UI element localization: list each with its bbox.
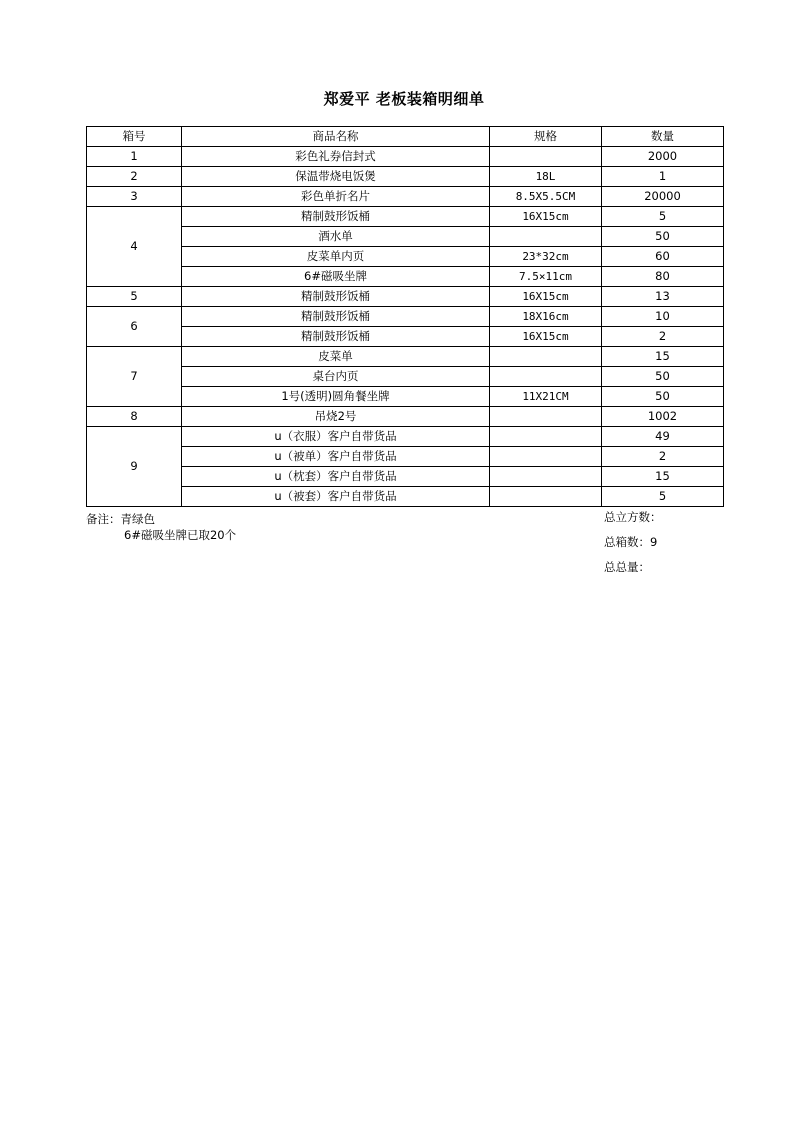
table-row	[87, 267, 724, 287]
header-spec: 规格	[490, 127, 602, 147]
quantity-cell: 10	[602, 307, 724, 327]
summary	[604, 509, 662, 584]
page-title: 郑爱平 老板装箱明细单	[323, 90, 485, 108]
product-name-cell: 酒水单	[182, 227, 490, 247]
product-name-cell: 精制鼓形饭桶	[182, 327, 490, 347]
box-number-cell: 6	[87, 307, 182, 347]
spec-cell: 8.5X5.5CM	[490, 187, 602, 207]
spec-cell: 16X15cm	[490, 287, 602, 307]
remarks-note: 6#磁吸坐牌已取20个	[124, 528, 237, 542]
quantity-cell: 50	[602, 387, 724, 407]
quantity-cell: 5	[602, 207, 724, 227]
table-row	[87, 307, 724, 327]
quantity-cell: 2	[602, 327, 724, 347]
quantity-cell: 50	[602, 227, 724, 247]
box-number-cell: 3	[87, 187, 182, 207]
product-name-cell: u（衣服）客户自带货品	[182, 427, 490, 447]
box-number-cell: 7	[87, 347, 182, 407]
box-number-cell: 4	[87, 207, 182, 287]
spec-cell: 7.5×11cm	[490, 267, 602, 287]
quantity-cell: 13	[602, 287, 724, 307]
product-name-cell: 6#磁吸坐牌	[182, 267, 490, 287]
spec-cell	[490, 447, 602, 467]
spec-cell: 16X15cm	[490, 207, 602, 227]
spec-cell	[490, 347, 602, 367]
table-row	[87, 327, 724, 347]
table-row	[87, 467, 724, 487]
total-weight-label: 总总量：	[604, 560, 650, 574]
table-row	[87, 207, 724, 227]
quantity-cell: 20000	[602, 187, 724, 207]
quantity-cell: 2000	[602, 147, 724, 167]
product-name-cell: 桌台内页	[182, 367, 490, 387]
table-header-row	[87, 127, 724, 147]
header-product-name: 商品名称	[182, 127, 490, 147]
spec-cell	[490, 367, 602, 387]
packing-list-table	[86, 126, 724, 507]
table-row	[87, 487, 724, 507]
quantity-cell: 2	[602, 447, 724, 467]
table-body	[87, 147, 724, 507]
product-name-cell: 保温带烧电饭煲	[182, 167, 490, 187]
product-name-cell: 皮菜单	[182, 347, 490, 367]
spec-cell: 16X15cm	[490, 327, 602, 347]
box-number-cell: 1	[87, 147, 182, 167]
table-row	[87, 387, 724, 407]
spec-cell	[490, 407, 602, 427]
table-row	[87, 427, 724, 447]
product-name-cell: u（被套）客户自带货品	[182, 487, 490, 507]
box-number-cell: 5	[87, 287, 182, 307]
header-quantity: 数量	[602, 127, 724, 147]
table-row	[87, 187, 724, 207]
spec-cell: 18X16cm	[490, 307, 602, 327]
product-name-cell: 皮菜单内页	[182, 247, 490, 267]
spec-cell: 23*32cm	[490, 247, 602, 267]
total-boxes-label: 总箱数：9	[604, 535, 658, 549]
table-row	[87, 147, 724, 167]
quantity-cell: 1002	[602, 407, 724, 427]
table-row	[87, 167, 724, 187]
spec-cell	[490, 147, 602, 167]
product-name-cell: u（被单）客户自带货品	[182, 447, 490, 467]
table-row	[87, 407, 724, 427]
product-name-cell: 精制鼓形饭桶	[182, 287, 490, 307]
spec-cell	[490, 467, 602, 487]
header-box-no: 箱号	[87, 127, 182, 147]
box-number-cell: 8	[87, 407, 182, 427]
quantity-cell: 49	[602, 427, 724, 447]
table-row	[87, 367, 724, 387]
product-name-cell: 吊烧2号	[182, 407, 490, 427]
quantity-cell: 1	[602, 167, 724, 187]
spec-cell	[490, 487, 602, 507]
product-name-cell: 精制鼓形饭桶	[182, 207, 490, 227]
quantity-cell: 5	[602, 487, 724, 507]
product-name-cell: 彩色单折名片	[182, 187, 490, 207]
product-name-cell: 彩色礼券信封式	[182, 147, 490, 167]
quantity-cell: 60	[602, 247, 724, 267]
box-number-cell: 2	[87, 167, 182, 187]
box-number-cell: 9	[87, 427, 182, 507]
table-row	[87, 247, 724, 267]
quantity-cell: 80	[602, 267, 724, 287]
table-row	[87, 347, 724, 367]
product-name-cell: 精制鼓形饭桶	[182, 307, 490, 327]
remarks	[86, 511, 236, 543]
quantity-cell: 50	[602, 367, 724, 387]
product-name-cell: 1号(透明)圆角餐坐牌	[182, 387, 490, 407]
table-row	[87, 287, 724, 307]
quantity-cell: 15	[602, 347, 724, 367]
table-row	[87, 227, 724, 247]
spec-cell	[490, 227, 602, 247]
spec-cell	[490, 427, 602, 447]
spec-cell: 11X21CM	[490, 387, 602, 407]
table-row	[87, 447, 724, 467]
remarks-color: 备注：青绿色	[86, 512, 155, 526]
total-volume-label: 总立方数：	[604, 510, 662, 524]
product-name-cell: u（枕套）客户自带货品	[182, 467, 490, 487]
spec-cell: 18L	[490, 167, 602, 187]
quantity-cell: 15	[602, 467, 724, 487]
